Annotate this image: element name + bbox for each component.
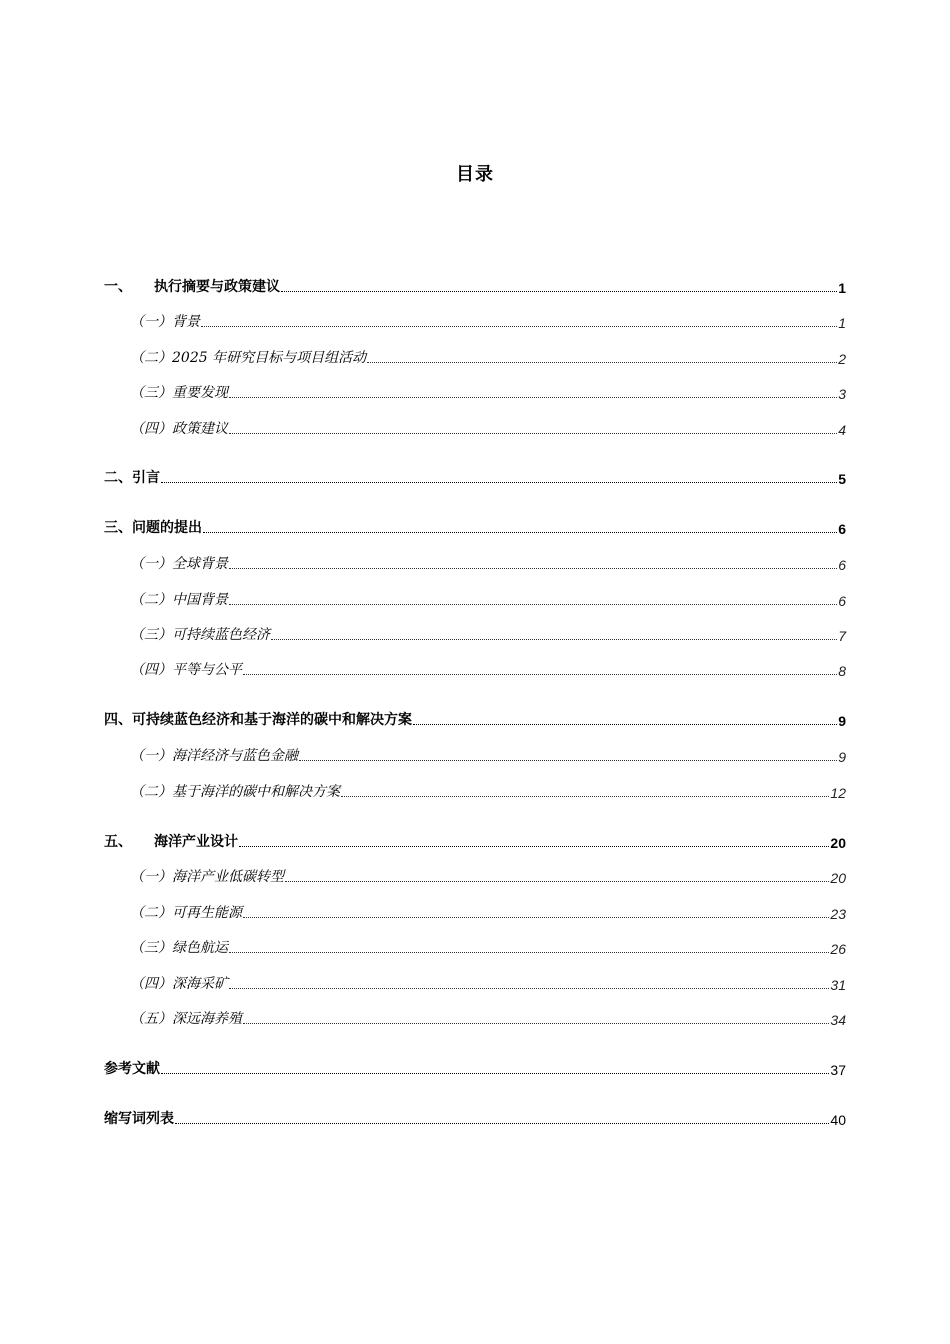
toc-entry-number: 四、 xyxy=(104,712,132,728)
toc-entry-label xyxy=(130,382,228,402)
toc-section-entry[interactable] xyxy=(104,709,846,729)
toc-entry-text: 深海采矿 xyxy=(172,976,228,992)
toc-entry-label xyxy=(130,866,284,886)
toc-entry-text: 背景 xyxy=(172,314,200,330)
toc-section-entry[interactable] xyxy=(104,831,846,851)
toc-title: 目录 xyxy=(456,164,494,185)
toc-page-number: 6 xyxy=(838,593,846,609)
toc-entry-label xyxy=(130,745,298,765)
dot-leader xyxy=(229,397,837,398)
toc-entry-label xyxy=(130,311,200,331)
toc-entry-text: 可再生能源 xyxy=(172,905,242,921)
toc-entry-number: （四） xyxy=(130,421,172,437)
toc-entry-text: 可持续蓝色经济 xyxy=(172,627,270,643)
toc-page-number: 7 xyxy=(838,628,846,644)
toc-entry-number: 五、 xyxy=(104,834,132,850)
dot-leader xyxy=(243,674,837,675)
dot-leader xyxy=(243,917,829,918)
dot-leader xyxy=(229,433,837,434)
toc-entry-label xyxy=(104,1108,174,1128)
dot-leader xyxy=(243,1023,829,1024)
toc-entry-label xyxy=(130,937,228,957)
toc-entry-number: （三） xyxy=(130,940,172,956)
toc-entry-text: 全球背景 xyxy=(172,556,228,572)
toc-page-number: 2 xyxy=(838,351,846,367)
toc-entry-number: （三） xyxy=(130,385,172,401)
toc-entry-text: 平等与公平 xyxy=(172,662,242,678)
toc-page-number: 34 xyxy=(830,1012,846,1028)
toc-entry-text: 执行摘要与政策建议 xyxy=(154,279,280,295)
toc-subsection-entry[interactable] xyxy=(130,589,846,609)
toc-entry-number: （二） xyxy=(130,905,172,921)
toc-entry-number: （一） xyxy=(130,314,172,330)
toc-entry-number: （二） xyxy=(130,592,172,608)
toc-entry-label xyxy=(104,709,412,729)
toc-subsection-entry[interactable] xyxy=(130,553,846,573)
toc-page-number: 31 xyxy=(830,977,846,993)
toc-entry-label xyxy=(104,831,238,851)
toc-entry-text: 绿色航运 xyxy=(172,940,228,956)
dot-leader xyxy=(367,362,837,363)
toc-entry-label xyxy=(130,659,242,679)
toc-entry-text: 引言 xyxy=(132,470,160,486)
toc-page-number: 3 xyxy=(838,386,846,402)
toc-subsection-entry[interactable] xyxy=(130,311,846,331)
toc-entry-number: （四） xyxy=(130,976,172,992)
toc-entry-text: 参考文献 xyxy=(104,1061,160,1077)
toc-page-number: 1 xyxy=(838,315,846,331)
toc-entry-label xyxy=(104,517,202,537)
toc-entry-label xyxy=(130,1008,242,1028)
dot-leader xyxy=(229,988,829,989)
toc-entry-label xyxy=(104,467,160,487)
toc-subsection-entry[interactable] xyxy=(130,937,846,957)
toc-subsection-entry[interactable] xyxy=(130,624,846,644)
toc-section-entry[interactable] xyxy=(104,1058,846,1078)
toc-section-entry[interactable] xyxy=(104,517,846,537)
toc-entry-text: 海洋产业低碳转型 xyxy=(172,869,284,885)
toc-subsection-entry[interactable] xyxy=(130,659,846,679)
dot-leader xyxy=(281,291,837,292)
toc-section-entry[interactable] xyxy=(104,1108,846,1128)
toc-page-number: 6 xyxy=(838,557,846,573)
toc-subsection-entry[interactable] xyxy=(130,973,846,993)
toc-entry-label xyxy=(130,781,340,801)
toc-entry-label xyxy=(130,418,228,438)
toc-section-entry[interactable] xyxy=(104,467,846,487)
toc-page-number: 12 xyxy=(830,785,846,801)
toc-entry-number: 二、 xyxy=(104,470,132,486)
toc-entry-text: 政策建议 xyxy=(172,421,228,437)
dot-leader xyxy=(229,952,829,953)
toc-subsection-entry[interactable] xyxy=(130,781,846,801)
toc-entry-text: 重要发现 xyxy=(172,385,228,401)
toc-subsection-entry[interactable] xyxy=(130,902,846,922)
toc-entry-text: 海洋产业设计 xyxy=(154,834,238,850)
toc-entry-number: （四） xyxy=(130,662,172,678)
toc-section-entry[interactable] xyxy=(104,276,846,296)
dot-leader xyxy=(161,482,837,483)
toc-entry-text: 缩写词列表 xyxy=(104,1111,174,1127)
dot-leader xyxy=(161,1073,829,1074)
toc-entry-number: （二） xyxy=(130,350,172,366)
dot-leader xyxy=(229,568,837,569)
toc-entry-text: 基于海洋的碳中和解决方案 xyxy=(172,784,340,800)
dot-leader xyxy=(285,881,829,882)
toc-entry-text: 中国背景 xyxy=(172,592,228,608)
toc-subsection-entry[interactable] xyxy=(130,418,846,438)
toc-entry-text: 可持续蓝色经济和基于海洋的碳中和解决方案 xyxy=(132,712,412,728)
toc-page-number: 20 xyxy=(830,835,846,851)
toc-entry-text: 海洋经济与蓝色金融 xyxy=(172,748,298,764)
dot-leader xyxy=(413,724,837,725)
toc-entry-number: 三、 xyxy=(104,520,132,536)
toc-entry-label xyxy=(130,589,228,609)
toc-entry-label xyxy=(130,347,366,367)
toc-entry-number: （一） xyxy=(130,869,172,885)
toc-entry-label xyxy=(130,973,228,993)
toc-page-number: 8 xyxy=(838,663,846,679)
toc-entry-label xyxy=(104,1058,160,1078)
toc-page-number: 37 xyxy=(830,1062,846,1078)
toc-entry-number: （二） xyxy=(130,784,172,800)
toc-page-number: 9 xyxy=(838,713,846,729)
toc-page-number: 9 xyxy=(838,749,846,765)
dot-leader xyxy=(239,846,829,847)
toc-entry-number: 一、 xyxy=(104,279,132,295)
toc-entry-label xyxy=(130,624,270,644)
toc-page-number: 23 xyxy=(830,906,846,922)
toc-entry-text: 问题的提出 xyxy=(132,520,202,536)
toc-page-number: 5 xyxy=(838,471,846,487)
toc-subsection-entry[interactable] xyxy=(130,347,846,367)
dot-leader xyxy=(201,326,837,327)
toc-entry-label xyxy=(130,902,242,922)
toc-entry-number: （三） xyxy=(130,627,172,643)
toc-entry-label xyxy=(104,276,280,296)
toc-page-number: 26 xyxy=(830,941,846,957)
dot-leader xyxy=(341,796,829,797)
toc-entry-label xyxy=(130,553,228,573)
toc-page-number: 4 xyxy=(838,422,846,438)
toc-subsection-entry[interactable] xyxy=(130,866,846,886)
toc-entry-number: （五） xyxy=(130,1011,172,1027)
toc-subsection-entry[interactable] xyxy=(130,745,846,765)
dot-leader xyxy=(299,760,837,761)
toc-page-number: 1 xyxy=(838,280,846,296)
toc-subsection-entry[interactable] xyxy=(130,1008,846,1028)
toc-page-number: 20 xyxy=(830,870,846,886)
toc-page-number: 6 xyxy=(838,521,846,537)
toc-page-number: 40 xyxy=(830,1112,846,1128)
dot-leader xyxy=(229,604,837,605)
toc-entry-text: 深远海养殖 xyxy=(172,1011,242,1027)
dot-leader xyxy=(175,1123,829,1124)
toc-entry-number: （一） xyxy=(130,556,172,572)
dot-leader xyxy=(203,532,837,533)
toc-entry-number: （一） xyxy=(130,748,172,764)
dot-leader xyxy=(271,639,837,640)
toc-subsection-entry[interactable] xyxy=(130,382,846,402)
toc-entry-text: 2025 年研究目标与项目组活动 xyxy=(172,350,367,366)
